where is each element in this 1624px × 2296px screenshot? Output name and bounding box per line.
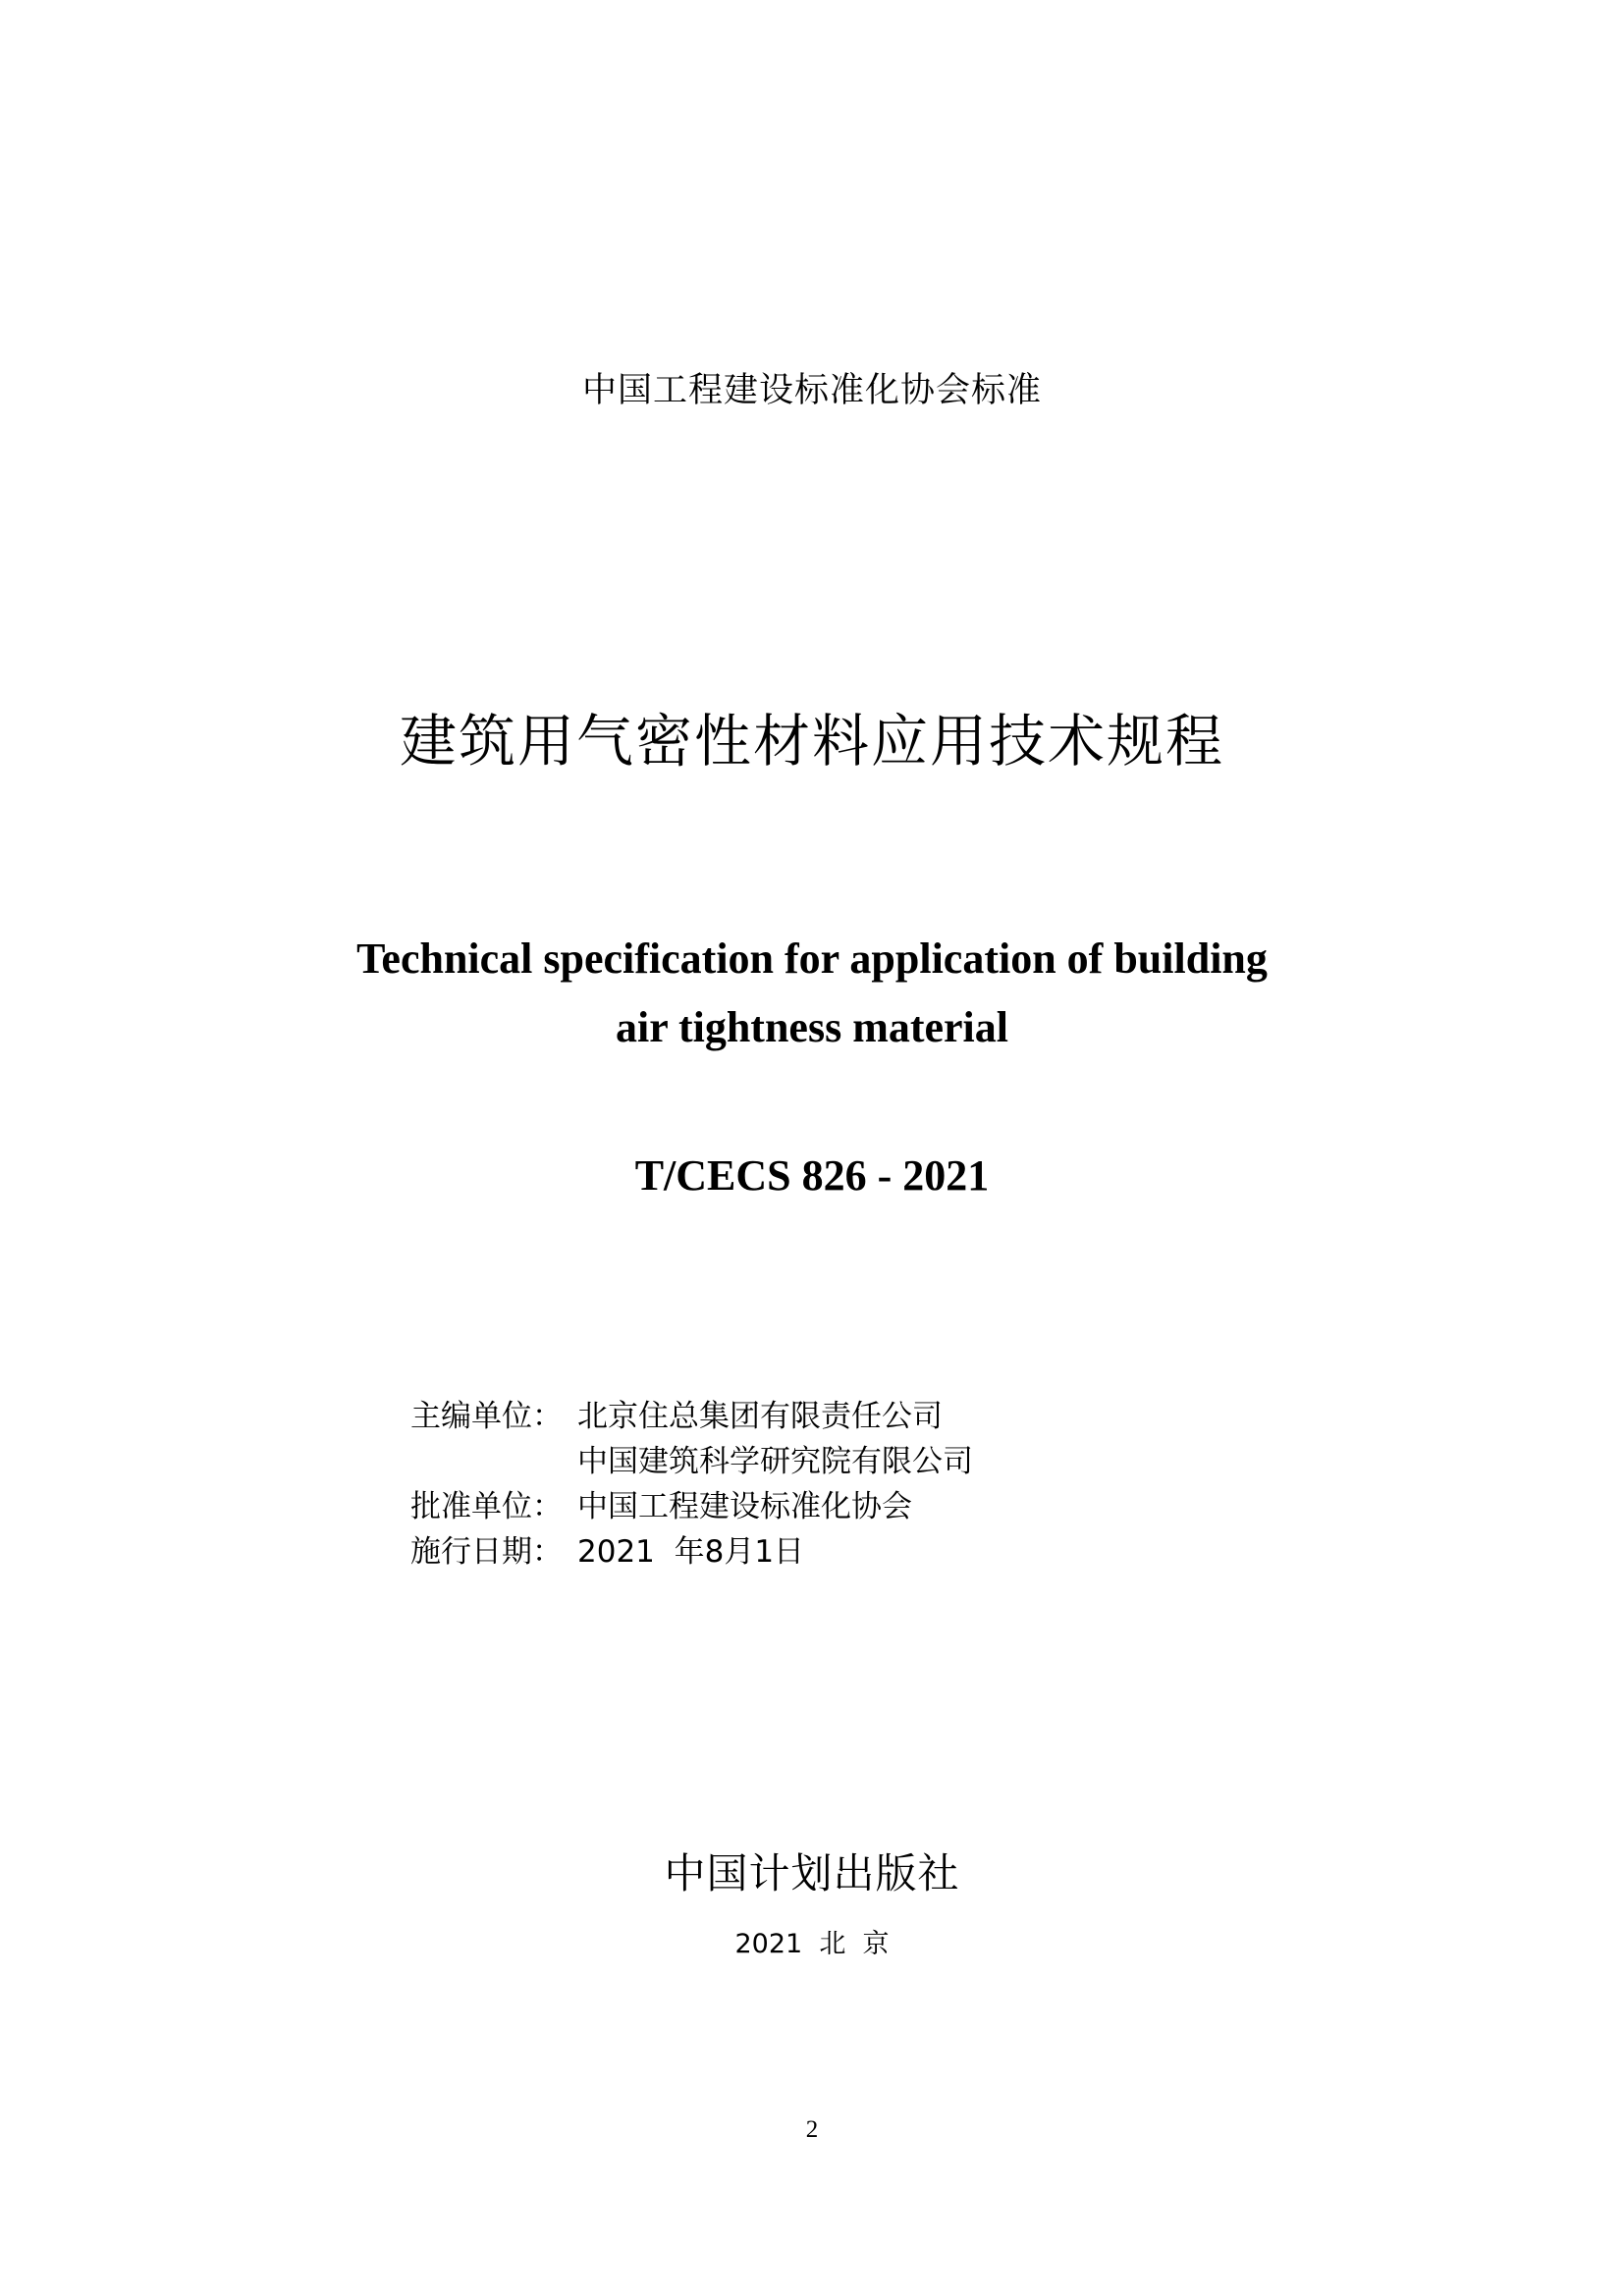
english-title-line-1: Technical specification for application of building [356,934,1268,983]
editor-row [410,1394,973,1439]
page-number: 2 [805,2116,819,2143]
editor-label-spacer [410,1439,577,1484]
effective-date-label: 施行日期： [410,1534,563,1570]
approver-row [410,1484,973,1529]
publisher-name: 中国计划出版社 [664,1849,960,1897]
effective-date-row [410,1529,973,1575]
editor-row-2 [410,1439,973,1484]
editor-org-2: 中国建筑科学研究院有限公司 [577,1444,973,1479]
editor-label: 主编单位： [410,1399,563,1434]
publication-year-place: 2021 北 京 [734,1929,890,1959]
approver-label: 批准单位： [410,1489,563,1524]
association-standard-header: 中国工程建设标准化协会标准 [581,371,1042,410]
chinese-title: 建筑用气密性材料应用技术规程 [399,708,1224,774]
standard-code: T/CECS 826 - 2021 [634,1151,990,1200]
editor-org-1: 北京住总集团有限责任公司 [577,1399,943,1434]
english-title-line-2: air tightness material [615,1003,1009,1051]
standard-info-block [410,1394,973,1575]
approver-org: 中国工程建设标准化协会 [577,1489,912,1524]
effective-date-value: 2021 年8月1日 [577,1534,805,1570]
english-title [0,925,1624,1062]
